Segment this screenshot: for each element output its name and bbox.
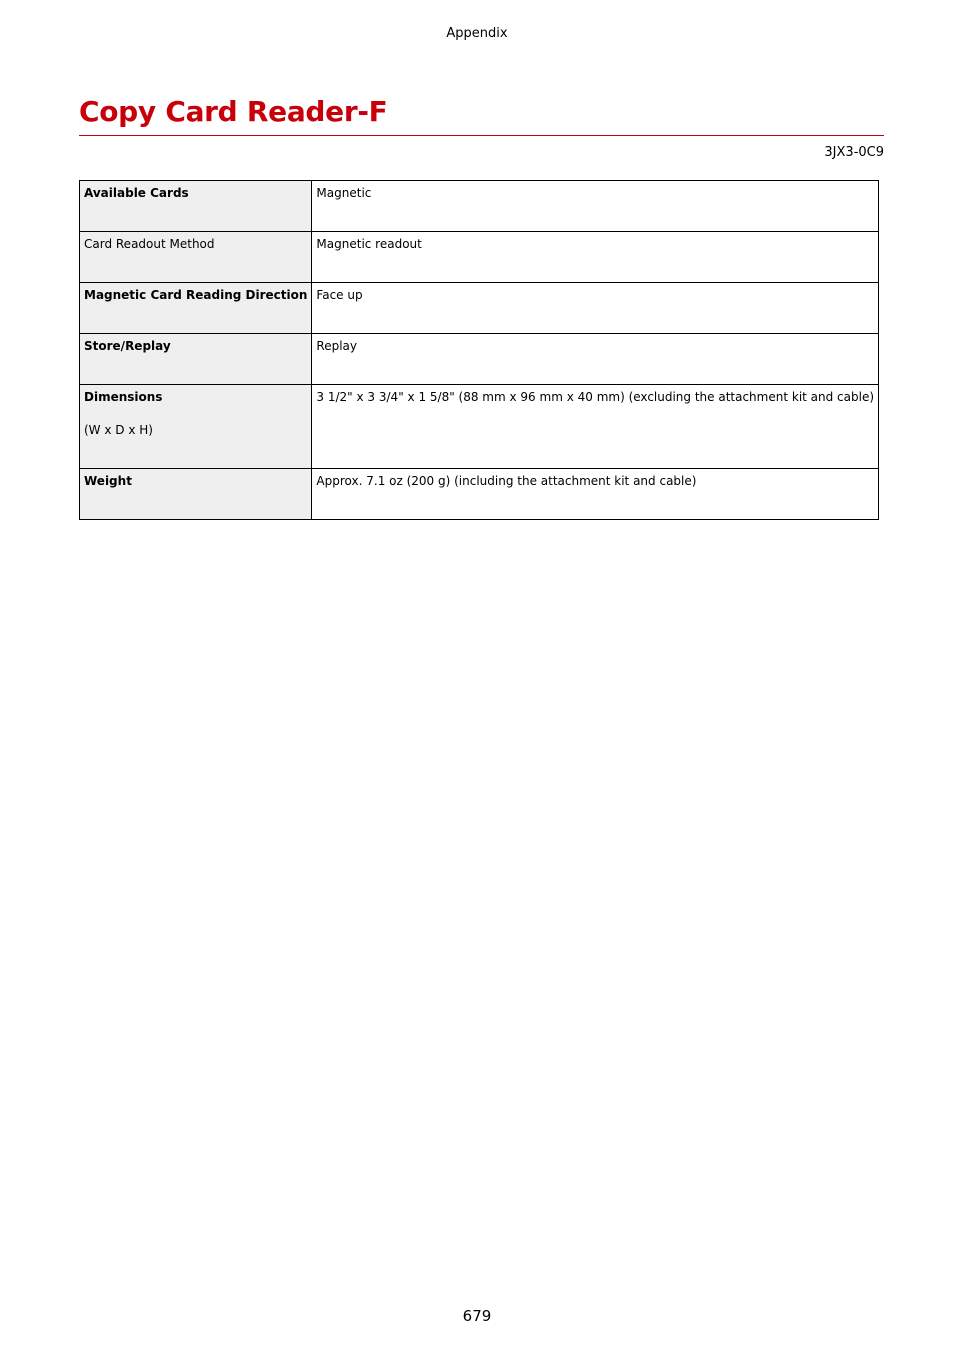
row-value: Magnetic readout: [312, 232, 879, 283]
row-label: Dimensions: [84, 390, 163, 404]
row-value: Face up: [312, 283, 879, 334]
table-row: [80, 469, 879, 520]
specifications-table: [79, 180, 879, 520]
running-header: Appendix: [446, 26, 508, 41]
page-number: 679: [462, 1307, 492, 1325]
row-label-cell: [80, 385, 312, 469]
row-value: Magnetic: [312, 181, 879, 232]
table-row: [80, 385, 879, 469]
document-code: 3JX3-0C9: [824, 145, 884, 160]
row-value: 3 1/2" x 3 3/4" x 1 5/8" (88 mm x 96 mm x 40 mm) (excluding the attachment kit and cable): [312, 385, 879, 469]
row-sublabel: (W x D x H): [84, 423, 153, 437]
row-value: Replay: [312, 334, 879, 385]
table-row: [80, 232, 879, 283]
row-label: Store/Replay: [80, 334, 312, 385]
page-title: Copy Card Reader-F: [79, 92, 884, 136]
row-label: Magnetic Card Reading Direction: [80, 283, 312, 334]
row-label: Weight: [80, 469, 312, 520]
row-label: Available Cards: [80, 181, 312, 232]
row-value: Approx. 7.1 oz (200 g) (including the attachment kit and cable): [312, 469, 879, 520]
table-row: [80, 181, 879, 232]
row-label: Card Readout Method: [80, 232, 312, 283]
table-row: [80, 334, 879, 385]
table-row: [80, 283, 879, 334]
